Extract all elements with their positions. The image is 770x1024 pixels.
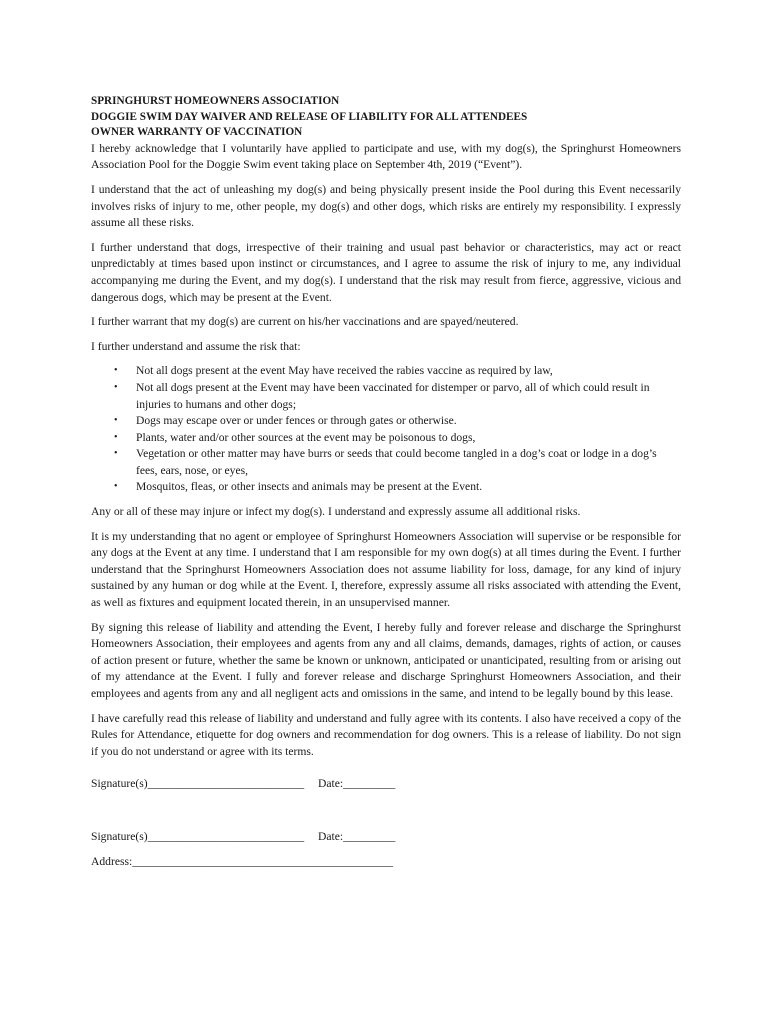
risk-text: Dogs may escape over or under fences or through gates or otherwise. [136, 414, 457, 428]
paragraph-acknowledge-read: I have carefully read this release of liability and understand and fully agree with its contents. I also have received a copy of the Rules for Attendance, etiquette for dog owners and recommendation for dog owners. This is a release of liability. Do not sign if you do not understand or agree with its terms. [91, 711, 681, 758]
risk-list [91, 363, 681, 496]
paragraph-no-supervision: It is my understanding that no agent or employee of Springhurst Homeowners Association will supervise or be responsible for any dogs at the Event at any time. I understand that I am responsible for my own dog(s) at all times during the Event. I further understand that the Springhurst Homeowners Association does not assume liability for loss, damage, for any kind of injury sustained by any human or dog while at the Event. I, therefore, expressly assume all risks associated with attending the Event, as well as fixtures and equipment located therein, in an unsupervised manner. [91, 529, 681, 610]
date-field[interactable]: Date:_________ [318, 829, 396, 843]
risk-text: Vegetation or other matter may have burrs or seeds that could become tangled in a dog’s coat or lodge in a dog’s fees, ears, nose, or eyes, [136, 447, 657, 477]
paragraph-release: By signing this release of liability and attending the Event, I hereby fully and forever release and discharge the Springhurst Homeowners Association, their employees and agents from any and all claims, demands, damages, rights of action, or causes of action present or future, whether the same be known or unknown, anticipated or unanticipated, resulting from or arising out of my attendance at the Event. I fully and forever release and discharge Springhurst Homeowners Association, and their employees and agents from any and all negligent acts and omissions in the same, and intend to be legally bound by this lease. [91, 620, 681, 700]
association-title: SPRINGHURST HOMEOWNERS ASSOCIATION [91, 95, 340, 107]
risk-text: Not all dogs present at the Event may have been vaccinated for distemper or parvo, all of which could result in injuries to humans and other dogs; [136, 380, 650, 411]
list-item [114, 413, 681, 430]
bullet-icon: • [114, 381, 118, 393]
address-field[interactable]: Address:_____________________________________________ [91, 854, 394, 868]
bullet-icon: • [114, 481, 118, 493]
paragraph-assume-risk: I further understand and assume the risk that: [91, 339, 301, 353]
list-item [114, 446, 681, 479]
bullet-icon: • [114, 365, 118, 377]
risk-text: Plants, water and/or other sources at the event may be poisonous to dogs, [136, 430, 476, 444]
signature-row-2 [91, 829, 681, 846]
paragraph-vaccination-warranty: I further warrant that my dog(s) are current on his/her vaccinations and are spayed/neutered. [91, 315, 519, 329]
paragraph-unpredictable-dogs: I further understand that dogs, irrespective of their training and usual past behavior or characteristics, may act or react unpredictably at times based upon instinct or circumstances, and I agree to assume the risk of injury to me, any individual accompanying me during the Event, and my dog(s). I understand that the risk may result from fierce, aggressive, vicious and dangerous dogs, which may be present at the Event. [91, 240, 681, 304]
waiver-title: DOGGIE SWIM DAY WAIVER AND RELEASE OF LIABILITY FOR ALL ATTENDEES [91, 110, 528, 123]
list-item [114, 479, 681, 496]
waiver-document [91, 94, 681, 870]
signature-row-1 [91, 776, 681, 793]
paragraph-additional-risks: Any or all of these may injure or infect my dog(s). I understand and expressly assume all additional risks. [91, 505, 581, 519]
bullet-icon: • [114, 415, 118, 427]
bullet-icon: • [114, 431, 118, 443]
risk-text: Mosquitos, fleas, or other insects and animals may be present at the Event. [136, 480, 483, 494]
warranty-title: OWNER WARRANTY OF VACCINATION [91, 126, 303, 139]
paragraph-risk-of-injury: I understand that the act of unleashing my dog(s) and being physically present inside the Pool during this Event necessarily involves risks of injury to me, other people, my dog(s) and other dogs, which risks are entirely my responsibility. I expressly assume all these risks. [91, 182, 681, 230]
date-field[interactable]: Date:_________ [318, 777, 396, 791]
risk-text: Not all dogs present at the event May have received the rabies vaccine as required by law, [136, 364, 553, 378]
address-row [91, 854, 681, 871]
paragraph-acknowledgement: I hereby acknowledge that I voluntarily have applied to participate and use, with my dog(s), the Springhurst Homeowners Association Pool for the Doggie Swim event taking place on September 4th, 2019 (“Event”). [91, 141, 681, 172]
list-item [114, 363, 681, 380]
bullet-icon: • [114, 448, 118, 460]
list-item [114, 380, 681, 413]
signature-field[interactable]: Signature(s)___________________________ [91, 829, 305, 843]
signature-field[interactable]: Signature(s)___________________________ [91, 777, 305, 791]
list-item [114, 430, 681, 447]
